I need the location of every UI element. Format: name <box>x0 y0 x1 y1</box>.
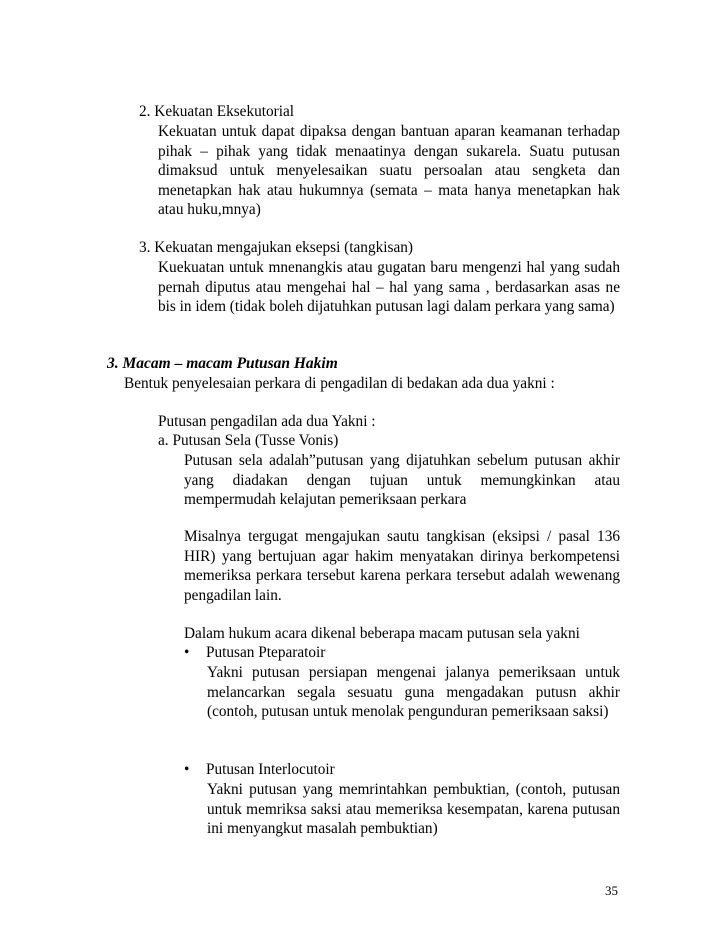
bullet-item-title <box>184 760 335 780</box>
bullet-item-body: Yakni putusan persiapan mengenai jalanya pemeriksaan untuk melancarkan segala sesuatu guna mengadakan putusn akhir (contoh, putusan untuk menolak pengunduran pemeriksaan saksi) <box>207 664 620 721</box>
bullet-icon: • <box>184 644 190 661</box>
bullet-item-body: Yakni putusan yang memrintahkan pembuktian, (contoh, putusan untuk memriksa saksi atau memeriksa kesempatan, karena putusan ini menyangkut masalah pembuktian) <box>207 781 620 838</box>
item-2-body: Kekuatan untuk dapat dipaksa dengan bantuan aparan keamanan terhadap pihak – pihak yang tidak menaatinya dengan sukarela. Suatu putusan dimaksud untuk menyelesaikan suatu persoalan atau sengketa dan menetapkan hak atau hukumnya (semata – mata hanya menetapkan hak atau huku,mnya) <box>158 123 620 219</box>
section-intro: Bentuk penyelesaian perkara di pengadilan di bedakan ada dua yakni : <box>124 375 555 392</box>
item-3-title: 3. Kekuatan mengajukan eksepsi (tangkisan) <box>139 239 413 256</box>
bullet-item-title <box>184 643 325 663</box>
putusan-sela-definition: Putusan sela adalah”putusan yang dijatuhkan sebelum putusan akhir yang diadakan dengan tujuan untuk memungkinkan atau mempermudah kelajutan pemeriksaan perkara <box>184 452 620 509</box>
putusan-sela-title: a. Putusan Sela (Tusse Vonis) <box>158 432 339 449</box>
putusan-sela-example: Misalnya tergugat mengajukan sautu tangkisan (eksipsi / pasal 136 HIR) yang bertujuan agar hakim menyatakan dirinya berkompetensi memeriksa perkara tersebut karena perkara tersebut adalah wewenang pengadilan lain. <box>184 528 620 604</box>
putusan-sela-types-intro: Dalam hukum acara dikenal beberapa macam putusan sela yakni <box>184 625 580 642</box>
page-number: 35 <box>605 883 618 898</box>
item-3-body: Kuekuatan untuk mnenangkis atau gugatan baru mengenzi hal yang sudah pernah diputus atau mengehai hal – hal yang sama , berdasarkan asas ne bis in idem (tidak boleh dijatuhkan putusan lagi dalam perkara yang sama) <box>158 259 620 316</box>
bullet-title-text: Putusan Pteparatoir <box>206 644 326 661</box>
sub-intro: Putusan pengadilan ada dua Yakni : <box>158 413 376 430</box>
bullet-icon: • <box>184 761 190 778</box>
item-2-title: 2. Kekuatan Eksekutorial <box>139 103 295 120</box>
bullet-title-text: Putusan Interlocutoir <box>206 761 335 778</box>
section-heading: 3. Macam – macam Putusan Hakim <box>107 355 338 372</box>
